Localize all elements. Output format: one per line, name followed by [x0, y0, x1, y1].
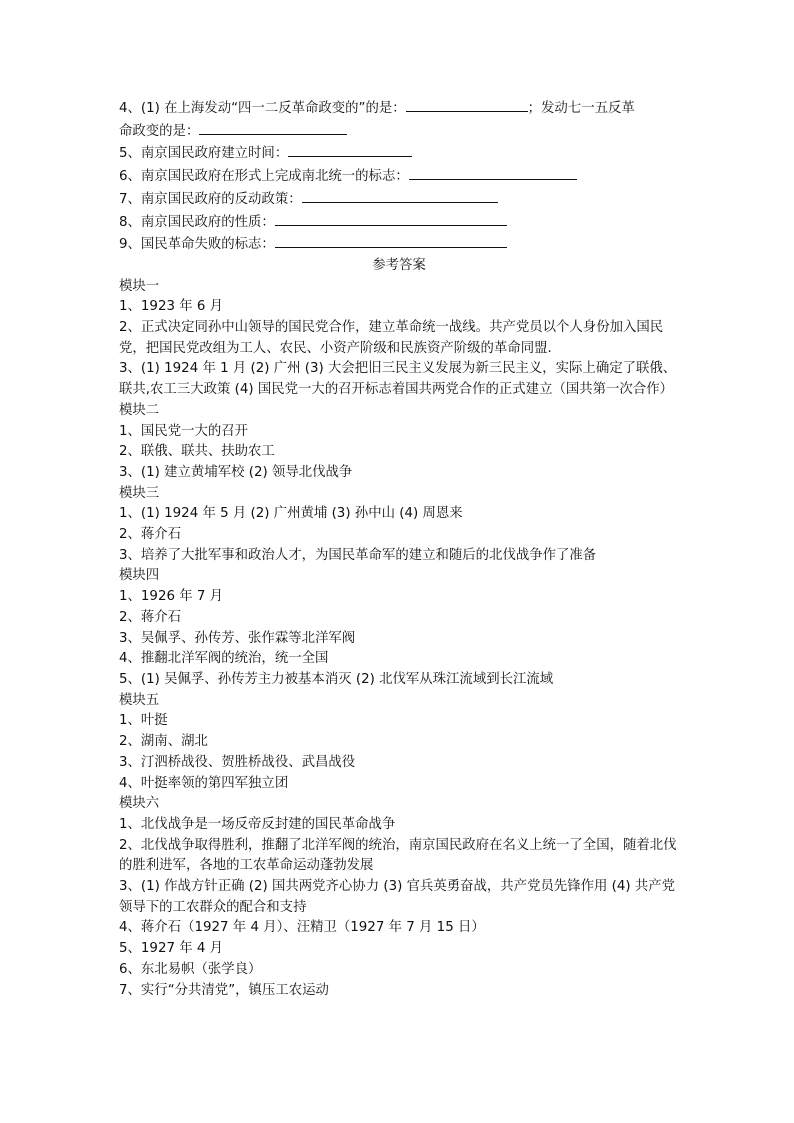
- question-9-blank: [275, 233, 507, 248]
- answer-item: 3、吴佩孚、孙传芳、张作霖等北洋军阀: [119, 630, 356, 646]
- answer-item: 4、叶挺率领的第四军独立团: [119, 775, 289, 791]
- question-4-line-1: [119, 97, 679, 120]
- answer-item: 2、湖南、湖北: [119, 734, 208, 750]
- answer-item: 1、(1) 1924 年 5 月 (2) 广州黄埔 (3) 孙中山 (4) 周恩来: [119, 506, 463, 522]
- module-title: 模块一: [119, 278, 160, 294]
- answer-item: 3、汀泗桥战役、贺胜桥战役、武昌战役: [119, 754, 356, 770]
- question-4-text: 4、(1) 在上海发动“四一二反革命政变的”的是：: [119, 101, 406, 116]
- answer-item: 4、蒋介石（1927 年 4 月）、汪精卫（1927 年 7 月 15 日）: [119, 920, 485, 936]
- answer-item: 2、北伐战争取得胜利，推翻了北洋军阀的统治，南京国民政府在名义上统一了全国，随着北伐的胜利进军，各地的工农革命运动蓬勃发展: [119, 837, 677, 874]
- module-title: 模块四: [119, 568, 160, 584]
- answer-item: 5、1927 年 4 月: [119, 941, 224, 957]
- answer-item: 6、东北易帜（张学良）: [119, 961, 262, 977]
- question-4-blank-1: [406, 97, 528, 112]
- question-6-blank: [409, 165, 577, 180]
- question-6-text: 6、南京国民政府在形式上完成南北统一的标志：: [119, 169, 409, 185]
- question-5-text: 5、南京国民政府建立时间：: [119, 146, 289, 162]
- answer-item: 1、1923 年 6 月: [119, 299, 224, 315]
- answer-item: 4、推翻北洋军阀的统治，统一全国: [119, 651, 329, 667]
- answer-item: 2、联俄、联共、扶助农工: [119, 444, 275, 460]
- question-8: [119, 211, 679, 234]
- module-title: 模块二: [119, 402, 160, 418]
- answer-item: 1、北伐战争是一场反帝反封建的国民革命战争: [119, 816, 396, 832]
- question-9: [119, 233, 679, 256]
- question-4-text-3: 命政变的是：: [119, 123, 200, 139]
- module-title: 模块三: [119, 485, 160, 501]
- answer-item: 3、(1) 建立黄埔军校 (2) 领导北伐战争: [119, 464, 353, 480]
- answer-item: 3、(1) 1924 年 1 月 (2) 广州 (3) 大会把旧三民主义发展为新三民主义，实际上确定了联俄、联共,农工三大政策 (4) 国民党一大的召开标志着国共两党合作的正式建立（国共第一次合作）: [119, 361, 677, 398]
- answer-item: 2、蒋介石: [119, 527, 182, 543]
- answer-item: 3、培养了大批军事和政治人才，为国民革命军的建立和随后的北伐战争作了准备: [119, 547, 597, 563]
- question-6: [119, 165, 679, 188]
- answer-item: 1、叶挺: [119, 713, 168, 729]
- answer-item: 3、(1) 作战方针正确 (2) 国共两党齐心协力 (3) 官兵英勇奋战，共产党员先锋作用 (4) 共产党领导下的工农群众的配合和支持: [119, 879, 676, 915]
- answers-title: 参考答案: [372, 257, 426, 273]
- question-7: [119, 188, 679, 211]
- question-5-blank: [288, 142, 412, 157]
- answer-item: 5、(1) 吴佩孚、孙传芳主力被基本消灭 (2) 北伐军从珠江流域到长江流域: [119, 671, 554, 687]
- answer-item: 1、1926 年 7 月: [119, 589, 224, 605]
- question-8-text: 8、南京国民政府的性质：: [119, 214, 275, 230]
- answer-item: 2、蒋介石: [119, 609, 182, 625]
- question-7-blank: [302, 188, 498, 203]
- module-title: 模块五: [119, 692, 160, 708]
- question-4-line-2: [119, 120, 679, 143]
- answer-item: 7、实行“分共清党”，镇压工农运动: [119, 982, 329, 998]
- module-title: 模块六: [119, 796, 160, 812]
- question-9-text: 9、国民革命失败的标志：: [119, 237, 275, 253]
- document-page: [119, 97, 679, 1001]
- question-4-blank-2: [199, 120, 347, 135]
- question-8-blank: [275, 211, 507, 226]
- question-5: [119, 142, 679, 165]
- answer-item: 2、正式决定同孙中山领导的国民党合作，建立革命统一战线。共产党员以个人身份加入国民党，把国民党改组为工人、农民、小资产阶级和民族资产阶级的革命同盟.: [119, 320, 664, 356]
- question-7-text: 7、南京国民政府的反动政策：: [119, 191, 302, 207]
- answer-item: 1、国民党一大的召开: [119, 423, 249, 439]
- question-4-text-2: ；发动七一五反革: [527, 101, 635, 116]
